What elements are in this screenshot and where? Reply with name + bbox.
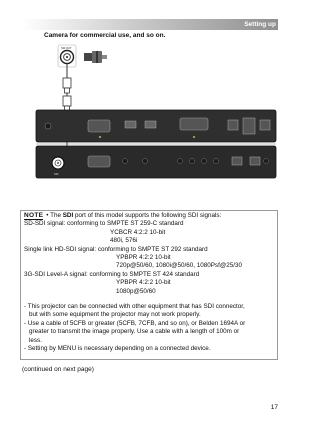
bnc-plug-icon — [84, 51, 107, 63]
hd-sdi-resolution: 720p@50/60, 1080i@50/60, 1080Psf@25/30 — [116, 262, 242, 270]
note-bullet-cont: less. — [29, 336, 42, 344]
sd-sdi-line: SD-SDI signal: conforming to SMPTE ST 259-C standard — [24, 220, 184, 228]
note-bullet-cont: greater to transmit the image properly. Use a cable with a length of 100m or — [29, 328, 240, 336]
sd-sdi-resolution: 480i, 576i — [110, 237, 138, 245]
3g-sdi-format: YPBPR 4:2:2 10-bit — [116, 279, 171, 287]
sdi-port-name: SDI — [62, 212, 74, 219]
diagram-caption: Camera for commercial use, and so on. — [44, 32, 166, 39]
connection-diagram — [0, 0, 300, 210]
projector-sdi-label: SDI — [54, 173, 59, 176]
3g-sdi-resolution: 1080p@50/60 — [116, 287, 156, 295]
note-label: NOTE — [24, 212, 44, 219]
projector-rear-panel — [36, 110, 276, 178]
continued-text: (continued on next page) — [22, 366, 94, 373]
camera-sdi-out-port — [58, 45, 76, 67]
camera-port-label: SDI OUT — [61, 47, 72, 50]
note-bullet: - Setting by MENU is necessary depending on a connected device. — [24, 345, 211, 353]
page-number: 17 — [270, 404, 278, 411]
note-bullet: - Use a cable of 5CFB or greater (5CFB, 7CFB, and so on), or Belden 1694A or — [24, 319, 246, 327]
note-intro: NOTE • The SDI port of this model supports the following SDI signals: — [24, 212, 222, 219]
note-bullet: - This projector can be connected with other equipment that has SDI connector, — [24, 303, 245, 311]
note-content — [24, 212, 280, 354]
note-bullet-cont: but with some equipment the projector may not work properly. — [29, 311, 201, 319]
3g-sdi-line: 3G-SDI Level-A signal: conforming to SMPTE ST 424 standard — [24, 270, 200, 278]
sd-sdi-format: YCBCR 4:2:2 10-bit — [110, 228, 166, 236]
hd-sdi-line: Single link HD-SDI signal: conforming to SMPTE ST 292 standard — [24, 245, 208, 253]
section-title: Setting up — [244, 21, 276, 28]
hd-sdi-format: YPBPR 4:2:2 10-bit — [116, 254, 171, 262]
